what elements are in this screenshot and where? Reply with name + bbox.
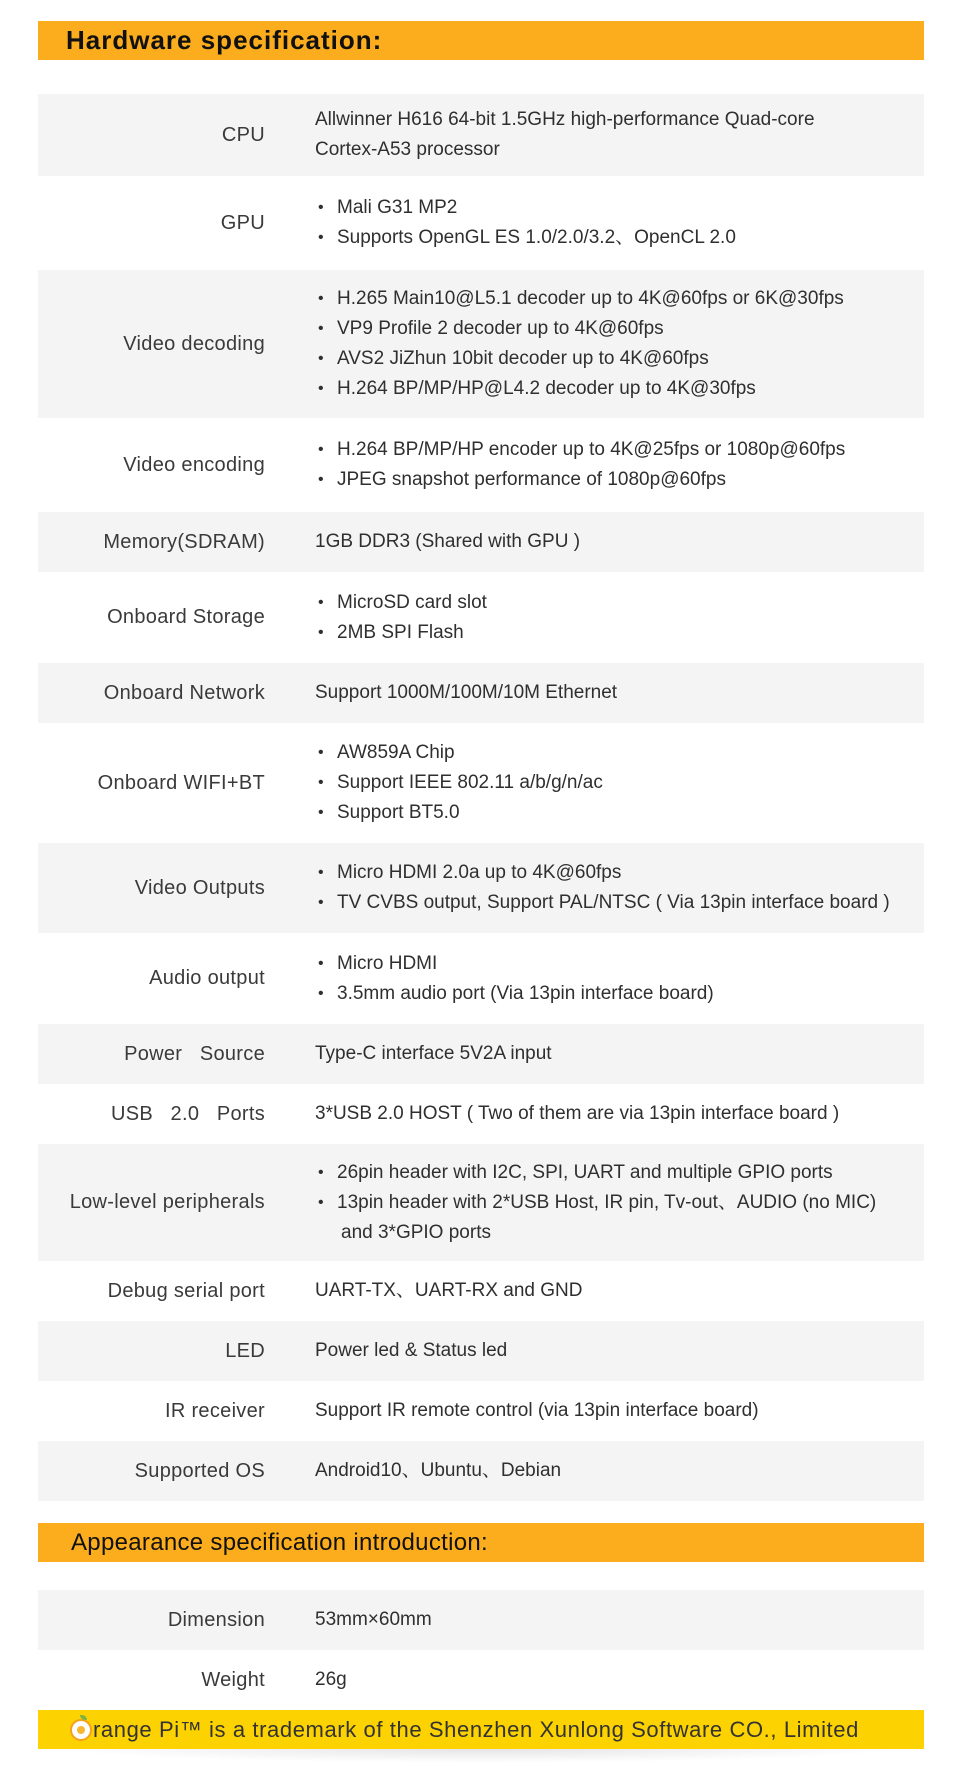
- spec-row-onboard-wifi-bt: [38, 723, 924, 843]
- spec-text-line: 3*USB 2.0 HOST ( Two of them are via 13pin interface board ): [315, 1103, 840, 1124]
- spec-label: Onboard WIFI+BT: [97, 771, 265, 794]
- spec-label: Audio output: [149, 967, 265, 989]
- spec-text-line: 1GB DDR3 (Shared with GPU ): [315, 531, 581, 552]
- spec-value: [288, 1024, 924, 1084]
- footer-shadow: [60, 1749, 902, 1763]
- spec-row-cpu: [38, 94, 924, 176]
- spec-value: [288, 1441, 924, 1501]
- spec-row-led: [38, 1321, 924, 1381]
- spec-value: [288, 1321, 924, 1381]
- spec-row-supported-os: [38, 1441, 924, 1501]
- spec-bullet-item: • AW859A Chip: [318, 738, 918, 768]
- spec-value: [288, 512, 924, 572]
- spec-row-usb-2-0-ports: [38, 1084, 924, 1144]
- spec-text-line: Cortex-A53 processor: [315, 139, 500, 160]
- spec-text-line: 26g: [315, 1669, 347, 1690]
- trademark-footer: [38, 1710, 924, 1749]
- spec-value: [288, 1084, 924, 1144]
- spec-label: IR receiver: [165, 1399, 265, 1422]
- spec-row-debug-serial-port: [38, 1261, 924, 1321]
- spec-bullet-item: • H.265 Main10@L5.1 decoder up to 4K@60fps or 6K@30fps: [318, 284, 918, 314]
- appearance-spec-table: [38, 1590, 924, 1710]
- spec-value: [288, 843, 924, 933]
- spec-row-gpu: [38, 176, 924, 270]
- spec-label: LED: [38, 1321, 288, 1381]
- spec-bullet-item: • H.264 BP/MP/HP@L4.2 decoder up to 4K@30fps: [318, 374, 918, 404]
- spec-value: [288, 1261, 924, 1321]
- spec-label: Memory(SDRAM): [38, 512, 288, 572]
- spec-text-line: 53mm×60mm: [315, 1609, 432, 1630]
- spec-bullet-item: • AVS2 JiZhun 10bit decoder up to 4K@60fps: [318, 344, 918, 374]
- spec-text-line: Android10、Ubuntu、Debian: [315, 1460, 562, 1481]
- spec-value: [288, 1590, 924, 1650]
- spec-label: Weight: [201, 1668, 265, 1691]
- spec-bullet-item: • Micro HDMI 2.0a up to 4K@60fps: [318, 858, 918, 888]
- spec-bullet-item: • Micro HDMI: [318, 949, 918, 979]
- appearance-spec-title: Appearance specification introduction:: [38, 1523, 924, 1562]
- spec-text-line: Type-C interface 5V2A input: [315, 1043, 552, 1064]
- spec-value: [288, 663, 924, 723]
- spec-label: Debug serial port: [107, 1279, 265, 1302]
- spec-bullet-item: • VP9 Profile 2 decoder up to 4K@60fps: [318, 314, 918, 344]
- spec-bullet-item: • Mali G31 MP2: [318, 193, 918, 223]
- spec-label: Dimension: [38, 1590, 288, 1650]
- spec-value: [288, 1650, 924, 1710]
- spec-value: [288, 723, 924, 843]
- spec-bullet-item: • 26pin header with I2C, SPI, UART and multiple GPIO ports: [318, 1158, 918, 1188]
- spec-row-ir-receiver: [38, 1381, 924, 1441]
- spec-row-video-decoding: [38, 270, 924, 418]
- spec-bullet-item: • TV CVBS output, Support PAL/NTSC ( Via 13pin interface board ): [318, 888, 918, 918]
- spec-value: [288, 94, 924, 176]
- spec-value: [288, 1381, 924, 1441]
- spec-row-weight: [38, 1650, 924, 1710]
- trademark-text: range Pi™ is a trademark of the Shenzhen Xunlong Software CO., Limited: [93, 1716, 859, 1742]
- spec-bullet-item: • MicroSD card slot: [318, 588, 918, 618]
- spec-row-audio-output: [38, 933, 924, 1024]
- spec-text-line: UART-TX、UART-RX and GND: [315, 1280, 583, 1301]
- spec-bullet-item: • JPEG snapshot performance of 1080p@60fps: [318, 465, 918, 495]
- spec-label: Video decoding: [38, 270, 288, 418]
- spec-row-power-source: [38, 1024, 924, 1084]
- spec-text-line: Support IR remote control (via 13pin interface board): [315, 1400, 759, 1421]
- spec-value: [288, 572, 924, 663]
- spec-row-onboard-network: [38, 663, 924, 723]
- spec-label: Power Source: [38, 1024, 288, 1084]
- spec-text-line: Allwinner H616 64-bit 1.5GHz high-performance Quad-core: [315, 109, 815, 130]
- hardware-spec-title: Hardware specification:: [38, 21, 924, 60]
- spec-label: Onboard Network: [38, 663, 288, 723]
- spec-label: USB 2.0 Ports: [110, 1102, 265, 1125]
- spec-label: Low-level peripherals: [38, 1144, 288, 1261]
- spec-row-memory-sdram: [38, 512, 924, 572]
- spec-row-onboard-storage: [38, 572, 924, 663]
- hardware-spec-table: [38, 94, 924, 1501]
- spec-label: CPU: [38, 94, 288, 176]
- orange-logo-icon: [70, 1719, 92, 1741]
- spec-bullet-item: • 2MB SPI Flash: [318, 618, 918, 648]
- spec-bullet-item: • Support IEEE 802.11 a/b/g/n/ac: [318, 768, 918, 798]
- spec-bullet-item: • H.264 BP/MP/HP encoder up to 4K@25fps or 1080p@60fps: [318, 435, 918, 465]
- spec-row-video-outputs: [38, 843, 924, 933]
- spec-bullet-item: • 13pin header with 2*USB Host, IR pin, Tv-out、AUDIO (no MIC) and 3*GPIO ports: [318, 1188, 918, 1248]
- spec-label: Video encoding: [123, 453, 265, 476]
- spec-value: [288, 270, 924, 418]
- spec-label: Onboard Storage: [107, 606, 265, 628]
- spec-label: Video Outputs: [38, 843, 288, 933]
- spec-bullet-item: • 3.5mm audio port (Via 13pin interface board): [318, 979, 918, 1009]
- spec-label: GPU: [220, 211, 265, 234]
- spec-bullet-item: • Support BT5.0: [318, 798, 918, 828]
- spec-row-low-level-peripherals: [38, 1144, 924, 1261]
- spec-label: Supported OS: [38, 1441, 288, 1501]
- spec-value: [288, 418, 924, 512]
- spec-value: [288, 1144, 924, 1261]
- spec-row-video-encoding: [38, 418, 924, 512]
- spec-text-line: Support 1000M/100M/10M Ethernet: [315, 682, 618, 703]
- spec-value: [288, 176, 924, 270]
- spec-value: [288, 933, 924, 1024]
- spec-bullet-item: • Supports OpenGL ES 1.0/2.0/3.2、OpenCL 2.0: [318, 223, 918, 253]
- spec-text-line: Power led & Status led: [315, 1340, 508, 1361]
- spec-row-dimension: [38, 1590, 924, 1650]
